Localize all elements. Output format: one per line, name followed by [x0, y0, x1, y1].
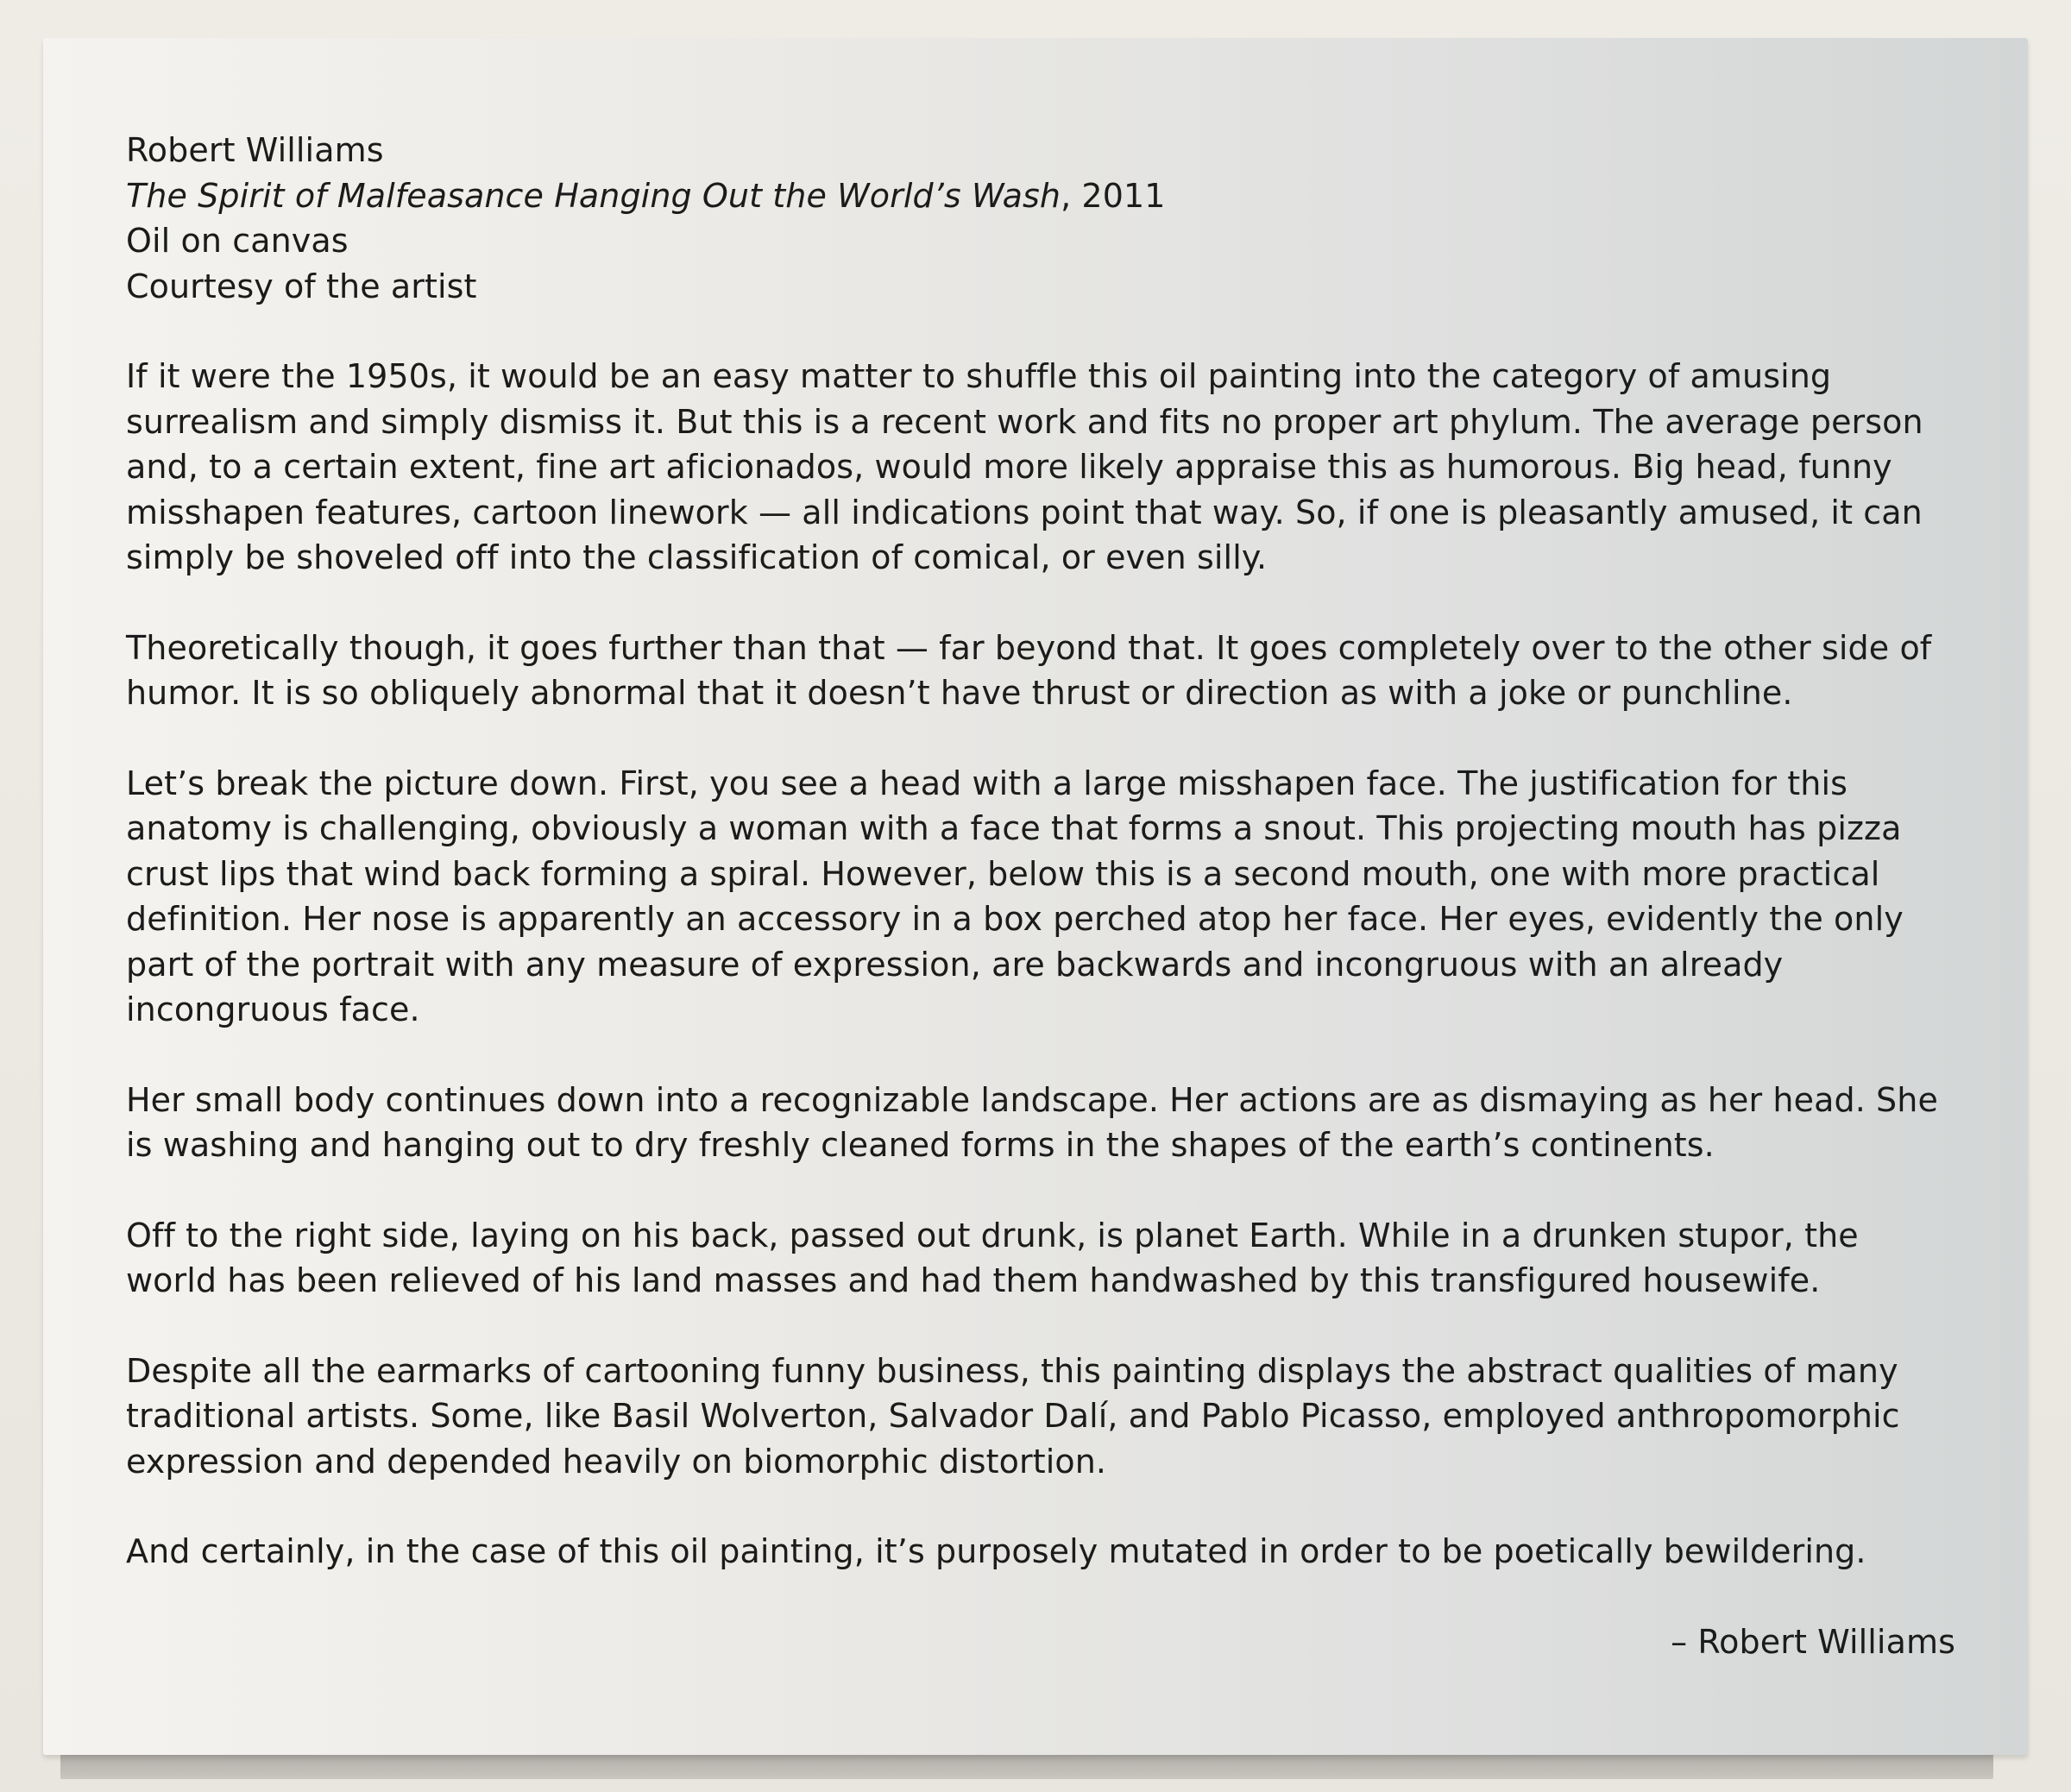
paragraph-2: Theoretically though, it goes further than that — far beyond that. It goes completely over to the other side of humor. It is so obliquely abnormal that it doesn’t have thrust or direction as with a joke or punchline. [126, 628, 1932, 712]
paragraph-5: Off to the right side, laying on his back, passed out drunk, is planet Earth. While in a drunken stupor, the world has been relieved of his land masses and had them handwashed by this transfigured housewife. [126, 1216, 1859, 1299]
artist-name: Robert Williams [126, 131, 384, 169]
author-signature: – Robert Williams [1671, 1622, 1955, 1661]
paragraph-6: Despite all the earmarks of cartooning funny business, this painting displays the abstract qualities of many traditional artists. Some, like Basil Wolverton, Salvador Dalí, and Pablo Picasso, employed anthropomorphic expression and depended heavily on biomorphic distortion. [126, 1351, 1900, 1481]
paragraph-4: Her small body continues down into a recognizable landscape. Her actions are as dismaying as her head. She is washing and hanging out to dry freshly cleaned forms in the shapes of the earth’s continents. [126, 1080, 1938, 1164]
paragraph-3: Let’s break the picture down. First, you see a head with a large misshapen face. The justification for this anatomy is challenging, obviously a woman with a face that forms a snout. This projecting mouth has pizza crust lips that wind back forming a spiral. However, below this is a second mouth, one with more practical definition. Her nose is apparently an accessory in a box perched atop her face. Her eyes, evidently the only part of the portrait with any measure of expression, are backwards and incongruous with an already incongruous face. [126, 764, 1904, 1028]
artwork-title: The Spirit of Malfeasance Hanging Out the World’s Wash [126, 176, 1061, 215]
paragraph-1: If it were the 1950s, it would be an easy matter to shuffle this oil painting into the category of amusing surrealism and simply dismiss it. But this is a recent work and fits no proper art phylum. The average person and, to a certain extent, fine art aficionados, would more likely appraise this as humorous. Big head, funny misshapen features, cartoon linework — all indications point that way. So, if one is pleasantly amused, it can simply be shoveled off into the classification of comical, or even silly. [126, 357, 1923, 576]
artwork-credit: Courtesy of the artist [126, 267, 477, 305]
label-text-block [126, 128, 1955, 1664]
artwork-title-line [126, 173, 1955, 219]
paragraph-7: And certainly, in the case of this oil painting, it’s purposely mutated in order to be poetically bewildering. [126, 1532, 1866, 1570]
artwork-header [126, 128, 1955, 309]
artwork-medium: Oil on canvas [126, 222, 349, 260]
artwork-year: , 2011 [1061, 176, 1166, 215]
